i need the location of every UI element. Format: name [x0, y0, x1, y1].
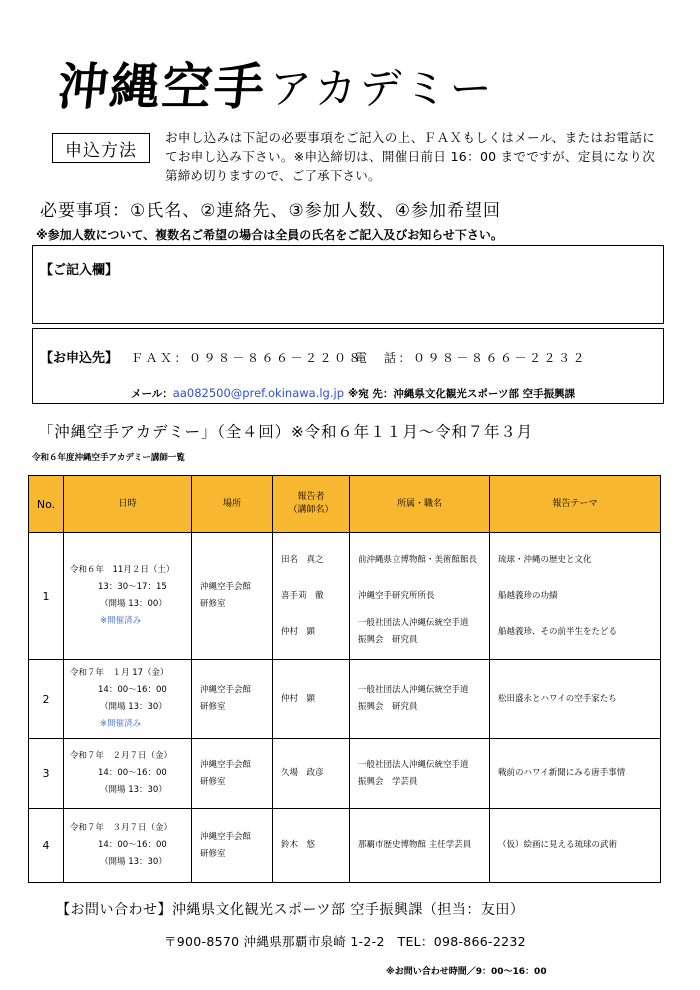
title-brush-text: 沖縄空手 — [54, 57, 270, 116]
required-items-note: ※参加人数について、複数名ご希望の場合は全員の氏名をご記入及びお知らせ下さい。 — [36, 228, 503, 242]
row-number: 1 — [29, 533, 64, 660]
row-venue-cell — [192, 660, 273, 739]
row-venue-room: 研修室 — [200, 599, 226, 609]
row-affiliation-cell — [350, 533, 490, 660]
speaker-affiliation-line2: 振興会 研究員 — [358, 635, 418, 645]
entry-field-label: 【ご記入欄】 — [40, 263, 119, 278]
table-header-row — [29, 476, 661, 533]
header-reporter — [273, 476, 350, 533]
row-affiliation-line2: 振興会 学芸員 — [358, 776, 418, 787]
row-venue-cell — [192, 809, 273, 883]
speaker-theme: 船越義珍、その前半生をたどる — [498, 626, 618, 637]
speaker-affiliation: 沖縄空手研究所所長 — [358, 590, 435, 601]
lecturer-table — [28, 475, 661, 883]
required-items: 必要事項：①氏名、②連絡先、③参加人数、④参加希望回 — [40, 201, 501, 221]
row-date-cell — [64, 660, 192, 739]
header-venue: 場所 — [192, 476, 273, 533]
row-venue: 沖縄空手会館 — [200, 831, 252, 842]
inquiry-hours: ※お問い合わせ時間／9：00～16：00 — [386, 967, 547, 977]
row-speaker-name: 久場 政彦 — [273, 739, 350, 809]
application-method-label: 申込方法 — [52, 133, 150, 163]
row-status: ※開催済み — [100, 719, 142, 729]
title-kana-text: アカデミー — [270, 64, 495, 113]
row-date: 令和６年 11月２日（土） — [70, 565, 175, 575]
header-no: No. — [29, 476, 64, 533]
row-affiliation-line2: 振興会 研究員 — [358, 702, 418, 712]
phone-number: 電 話：０９８－８６６－２２３２ — [355, 351, 588, 365]
row-time: 14：00～16：00 — [98, 840, 167, 850]
row-open-time: （開場 13：30） — [100, 702, 167, 712]
row-venue: 沖縄空手会館 — [200, 685, 252, 695]
table-row — [29, 660, 661, 739]
speaker-affiliation-line1: 一般社団法人沖縄伝統空手道 — [358, 618, 469, 628]
page-title — [54, 57, 495, 116]
row-speaker-name: 鈴木 悠 — [273, 809, 350, 883]
row-open-time: （開場 13：00） — [100, 599, 167, 609]
header-date: 日時 — [64, 476, 192, 533]
row-theme: 松田盛永とハワイの空手家たち — [490, 660, 661, 739]
row-number: 3 — [29, 739, 64, 809]
mail-prefix: メール： — [131, 388, 173, 400]
row-affiliation-cell — [350, 660, 490, 739]
row-date: 令和７年 １月 17（金） — [70, 668, 169, 678]
row-affiliation-line1: 一般社団法人沖縄伝統空手道 — [358, 685, 469, 695]
row-number: 2 — [29, 660, 64, 739]
row-open-time: （開場 13：30） — [100, 857, 167, 867]
contact-address: 〒900-8570 沖縄県那覇市泉崎 1-2-2 TEL：098-866-2232 — [164, 934, 526, 949]
speaker-theme: 琉球・沖縄の歴史と文化 — [498, 554, 592, 565]
row-theme: 戦前のハワイ新聞にみる唐手事情 — [490, 739, 661, 809]
row-date: 令和７年 ２月７日（金） — [70, 751, 173, 761]
row-time: 14：00～16：00 — [98, 768, 167, 778]
row-date-cell — [64, 533, 192, 660]
application-contact-box — [32, 328, 664, 404]
row-speakers-cell — [273, 533, 350, 660]
header-reporter-line1: 報告者 — [297, 492, 325, 502]
program-title: 「沖縄空手アカデミー」（全４回）※令和６年１１月～令和７年３月 — [38, 423, 533, 441]
lecturer-table-caption: 令和６年度沖縄空手アカデミー講師一覧 — [32, 453, 185, 463]
row-date: 令和７年 ３月７日（金） — [70, 823, 173, 833]
row-status: ※開催済み — [100, 616, 142, 626]
entry-field-box[interactable] — [32, 245, 664, 324]
row-time: 13：30～17：15 — [98, 582, 167, 592]
row-theme-cell — [490, 533, 661, 660]
row-affiliation: 那覇市歴史博物館 主任学芸員 — [350, 809, 490, 883]
mail-address-link[interactable]: aa082500@pref.okinawa.lg.jp — [172, 386, 344, 400]
row-venue: 沖縄空手会館 — [200, 582, 252, 592]
row-affiliation-line1: 一般社団法人沖縄伝統空手道 — [358, 759, 469, 770]
speaker-affiliation: 前沖縄県立博物館・美術館館長 — [358, 554, 478, 565]
inquiry-contact: 【お問い合わせ】沖縄県文化観光スポーツ部 空手振興課（担当：友田） — [56, 902, 525, 918]
row-number: 4 — [29, 809, 64, 883]
speaker-theme: 船越義珍の功績 — [498, 590, 558, 601]
header-affiliation: 所属・職名 — [350, 476, 490, 533]
row-venue-room: 研修室 — [200, 848, 226, 859]
row-venue-room: 研修室 — [200, 702, 226, 712]
row-date-cell — [64, 739, 192, 809]
row-venue: 沖縄空手会館 — [200, 759, 252, 770]
mail-recipient: ※宛 先：沖縄県文化観光スポーツ部 空手振興課 — [348, 388, 576, 400]
apply-label: 【お申込先】 — [40, 351, 119, 366]
table-row — [29, 739, 661, 809]
application-method-text: お申し込みは下記の必要事項をご記入の上、ＦＡＸもしくはメール、またはお電話にてお申し込み下さい。※申込締切は、開催日前日 16：00 までですが、定員になり次第締め切りますので、ご了承下さい。 — [165, 130, 655, 183]
row-venue-room: 研修室 — [200, 776, 226, 787]
row-speaker-name: 仲村 顕 — [273, 660, 350, 739]
row-open-time: （開場 13：30） — [100, 785, 167, 795]
row-venue-cell — [192, 739, 273, 809]
header-reporter-line2: （講師名） — [288, 505, 334, 515]
mail-line — [131, 386, 575, 401]
row-affiliation-cell — [350, 739, 490, 809]
table-row — [29, 533, 661, 660]
header-theme: 報告テーマ — [490, 476, 661, 533]
speaker-affiliation-multi — [358, 614, 481, 650]
speaker-name: 田名 真之 — [281, 554, 324, 565]
speaker-name: 仲村 顕 — [281, 626, 316, 637]
row-date-cell — [64, 809, 192, 883]
row-theme: （仮）絵画に見える琉球の武術 — [490, 809, 661, 883]
row-venue-cell — [192, 533, 273, 660]
row-time: 14：00～16：00 — [98, 685, 167, 695]
fax-number: ＦＡＸ：０９８－８６６－２２０８ — [131, 351, 364, 365]
speaker-name: 喜手苅 徹 — [281, 590, 324, 601]
table-row — [29, 809, 661, 883]
